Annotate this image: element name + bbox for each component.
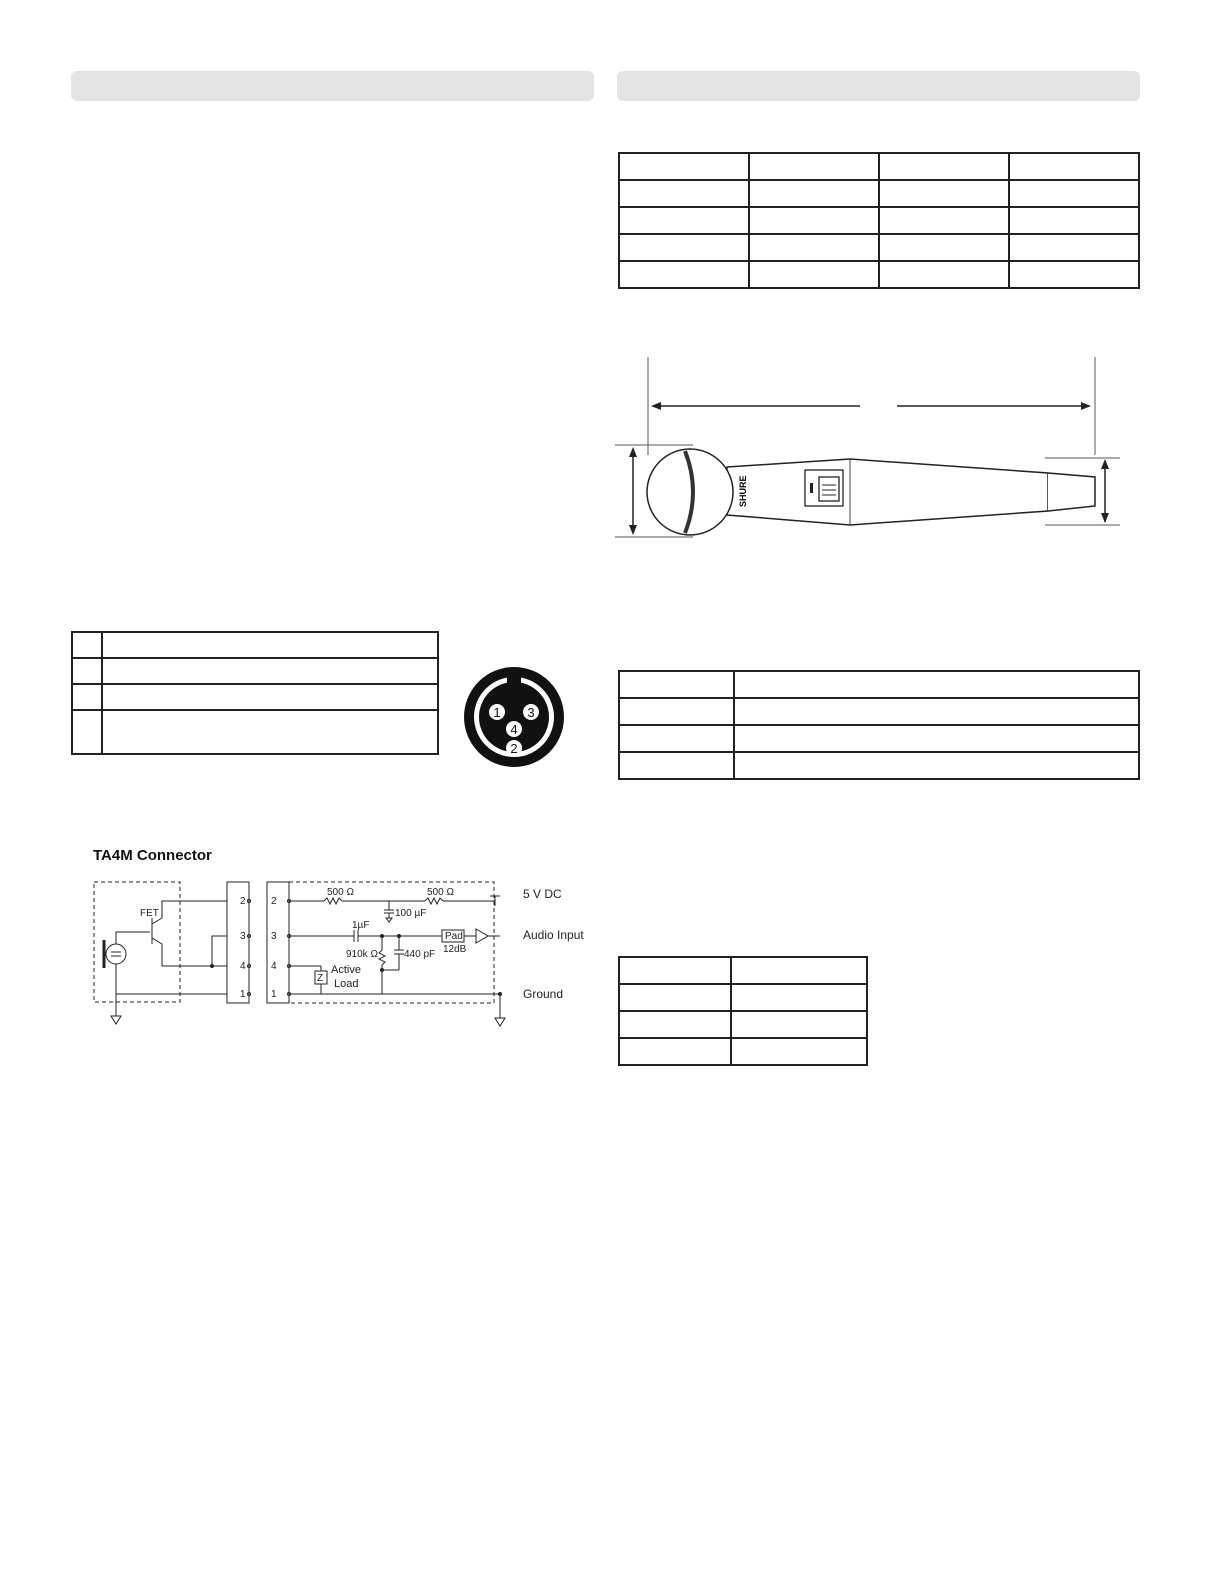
z-label: Z xyxy=(317,973,324,984)
fet-label: FET xyxy=(140,908,159,919)
schematic-title: TA4M Connector xyxy=(93,847,212,864)
ground-label: Ground xyxy=(523,987,564,1001)
load-label: Load xyxy=(334,978,359,990)
spec-table-2col-small xyxy=(618,956,868,1066)
right-pin-2: 2 xyxy=(271,896,277,907)
microphone-brand-logo: SHURE xyxy=(738,475,748,507)
spec-table-2col-wide xyxy=(618,670,1140,780)
right-pin-1: 1 xyxy=(271,989,277,1000)
resistor-500-label-2: 500 Ω xyxy=(427,887,454,898)
pad-label: Pad xyxy=(445,931,463,942)
left-pin-3: 3 xyxy=(240,931,246,942)
pin-assignment-table xyxy=(71,631,439,755)
microphone-dimension-drawing xyxy=(615,355,1145,555)
cap-1uf-label: 1µF xyxy=(352,920,370,931)
connector-pin-4: 4 xyxy=(510,722,518,737)
ta4-connector-pinout-icon xyxy=(462,665,568,769)
connector-pin-1: 1 xyxy=(493,705,501,720)
left-pin-2: 2 xyxy=(240,896,246,907)
left-section-header-bar xyxy=(71,71,594,101)
right-pin-3: 3 xyxy=(271,931,277,942)
ta4m-wiring-schematic xyxy=(90,870,600,1035)
resistor-500-label-1: 500 Ω xyxy=(327,887,354,898)
resistor-910k-label: 910k Ω xyxy=(346,949,378,960)
audio-input-label: Audio Input xyxy=(523,928,584,942)
spec-table-4col xyxy=(618,152,1140,289)
right-pin-4: 4 xyxy=(271,961,277,972)
left-pin-4: 4 xyxy=(240,961,246,972)
cap-100uf-label: 100 µF xyxy=(395,908,427,919)
right-section-header-bar xyxy=(617,71,1140,101)
connector-pin-3: 3 xyxy=(527,705,535,720)
connector-pin-2: 2 xyxy=(510,741,518,756)
active-load-label: Active xyxy=(331,964,361,976)
left-pin-1: 1 xyxy=(240,989,246,1000)
cap-440pf-label: 440 pF xyxy=(404,949,436,960)
5vdc-label: 5 V DC xyxy=(523,887,562,901)
pad-db-label: 12dB xyxy=(443,944,467,955)
